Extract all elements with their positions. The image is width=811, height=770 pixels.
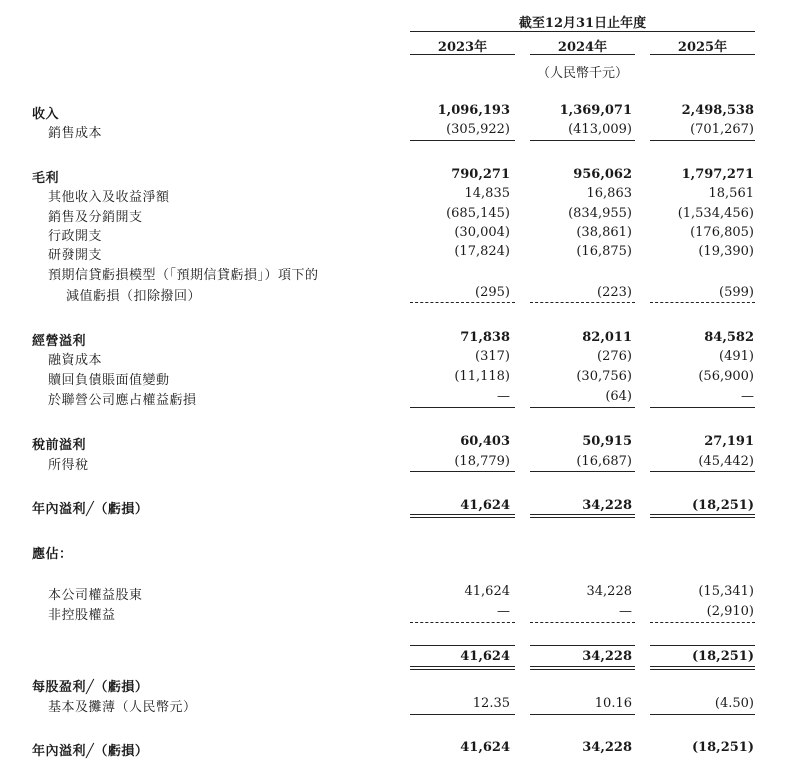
row-label: 收入: [32, 107, 60, 122]
table-row: [0, 225, 811, 245]
value-2024: 82,011: [582, 330, 632, 345]
subtotal-rule: [530, 622, 635, 623]
value-2023: (18,779): [454, 454, 510, 469]
row-label: 年內溢利╱（虧損）: [32, 502, 149, 517]
value-2023: (295): [475, 285, 510, 300]
table-row: [0, 264, 811, 284]
subtotal-rule: [650, 622, 755, 623]
total-double-rule: [410, 666, 515, 670]
table-row: [0, 369, 811, 389]
value-2024: (38,861): [576, 225, 632, 240]
subtotal-rule: [410, 407, 515, 408]
table-row: [0, 167, 811, 187]
subtotal-rule: [650, 140, 755, 141]
row-label: 應佔：: [32, 547, 73, 562]
subtotal-rule: [530, 645, 635, 646]
table-row: [0, 206, 811, 226]
total-double-rule: [530, 666, 635, 670]
subtotal-rule: [530, 714, 635, 715]
value-2023: (11,118): [454, 369, 510, 384]
value-2023: 1,096,193: [437, 103, 510, 118]
table-row: [0, 122, 811, 142]
total-double-rule: [530, 514, 635, 518]
row-label: 稅前溢利: [32, 438, 87, 453]
table-row: [0, 349, 811, 369]
subtotal-rule: [530, 302, 635, 303]
subtotal-rule: [410, 471, 515, 472]
value-2025: (2,910): [706, 604, 754, 619]
value-2024: 1,369,071: [559, 103, 632, 118]
value-2023: 14,835: [464, 186, 510, 201]
year-rule-2024: [530, 54, 635, 55]
value-2025: (18,251): [691, 498, 754, 513]
value-2025: 1,797,271: [681, 167, 754, 182]
table-row: [0, 740, 811, 760]
table-row: [0, 696, 811, 716]
value-2025: (599): [719, 285, 754, 300]
subtotal-rule: [410, 302, 515, 303]
value-2025: (15,341): [698, 584, 754, 599]
value-2025: (19,390): [698, 244, 754, 259]
value-2023: 12.35: [472, 696, 510, 711]
row-label: 其他收入及收益淨額: [48, 190, 170, 205]
subtotal-rule: [530, 471, 635, 472]
row-label: 於聯營公司應占權益虧損: [48, 393, 197, 408]
year-header-2025: 2025年: [677, 40, 728, 55]
value-2024: (16,875): [576, 244, 632, 259]
row-label: 非控股權益: [48, 608, 116, 623]
row-label: 毛利: [32, 171, 60, 186]
row-label: 行政開支: [48, 229, 103, 244]
row-label: 減值虧損（扣除撥回）: [66, 289, 202, 304]
value-2024: (223): [597, 285, 632, 300]
row-label: 贖回負債賬面值變動: [48, 373, 170, 388]
subtotal-rule: [410, 140, 515, 141]
value-2024: 16,863: [586, 186, 632, 201]
value-2024: 34,228: [582, 740, 632, 755]
table-row: [0, 676, 811, 696]
value-2025: 18,561: [708, 186, 754, 201]
subtotal-rule: [650, 471, 755, 472]
value-2023: (317): [475, 349, 510, 364]
row-label: 研發開支: [48, 248, 103, 263]
total-double-rule: [410, 514, 515, 518]
row-label: 本公司權益股東: [48, 588, 143, 603]
subtotal-rule: [410, 622, 515, 623]
value-2023: 41,624: [464, 584, 510, 599]
value-2024: 34,228: [586, 584, 632, 599]
table-row: [0, 103, 811, 123]
value-2023: 41,624: [460, 649, 510, 664]
value-2024: (64): [605, 389, 632, 404]
value-2024: (276): [597, 349, 632, 364]
period-header-rule: [410, 31, 755, 32]
value-2024: 956,062: [573, 167, 632, 182]
value-2023: —: [497, 389, 510, 404]
value-2023: (685,145): [446, 206, 510, 221]
currency-unit: （人民幣千元）: [536, 66, 628, 81]
year-header-2024: 2024年: [557, 40, 608, 55]
table-row: [0, 434, 811, 454]
value-2025: 27,191: [704, 434, 754, 449]
value-2025: —: [741, 389, 754, 404]
subtotal-rule: [650, 645, 755, 646]
value-2024: 50,915: [582, 434, 632, 449]
value-2025: (176,805): [690, 225, 754, 240]
row-label: 融資成本: [48, 353, 103, 368]
table-row: [0, 604, 811, 624]
table-row: [0, 543, 811, 563]
value-2024: —: [619, 604, 632, 619]
row-label: 年內溢利╱（虧損）: [32, 744, 149, 759]
subtotal-rule: [530, 407, 635, 408]
row-label: 銷售成本: [48, 126, 103, 141]
value-2023: (30,004): [454, 225, 510, 240]
row-label: 銷售及分銷開支: [48, 210, 143, 225]
table-row: [0, 330, 811, 350]
value-2025: (18,251): [691, 740, 754, 755]
total-double-rule: [650, 514, 755, 518]
subtotal-rule: [650, 302, 755, 303]
subtotal-rule: [410, 714, 515, 715]
subtotal-rule: [530, 140, 635, 141]
year-header-2023: 2023年: [437, 40, 488, 55]
value-2024: 10.16: [594, 696, 632, 711]
period-header: 截至12月31日止年度: [518, 16, 647, 31]
value-2025: (491): [719, 349, 754, 364]
value-2025: (701,267): [690, 122, 754, 137]
value-2023: 71,838: [460, 330, 510, 345]
value-2024: (413,009): [568, 122, 632, 137]
value-2025: 2,498,538: [681, 103, 754, 118]
row-label: 每股盈利╱（虧損）: [32, 680, 149, 695]
value-2023: (305,922): [446, 122, 510, 137]
table-row: [0, 584, 811, 604]
table-row: [0, 186, 811, 206]
value-2023: 41,624: [460, 740, 510, 755]
total-double-rule: [650, 666, 755, 670]
table-row: [0, 389, 811, 409]
value-2025: (45,442): [698, 454, 754, 469]
value-2025: 84,582: [704, 330, 754, 345]
value-2025: (1,534,456): [677, 206, 754, 221]
row-label: 基本及攤薄（人民幣元）: [48, 700, 197, 715]
value-2025: (56,900): [698, 369, 754, 384]
value-2023: 790,271: [451, 167, 510, 182]
value-2024: (16,687): [576, 454, 632, 469]
year-rule-2023: [410, 54, 515, 55]
row-label: 經營溢利: [32, 334, 87, 349]
value-2023: 60,403: [460, 434, 510, 449]
subtotal-rule: [650, 714, 755, 715]
value-2024: 34,228: [582, 498, 632, 513]
value-2025: (4.50): [714, 696, 754, 711]
row-label: 所得稅: [48, 458, 89, 473]
value-2024: (834,955): [568, 206, 632, 221]
subtotal-rule: [650, 407, 755, 408]
value-2023: 41,624: [460, 498, 510, 513]
row-label: 預期信貸虧損模型（「預期信貸虧損」）項下的: [48, 268, 319, 283]
year-rule-2025: [650, 54, 755, 55]
table-row: [0, 244, 811, 264]
value-2023: (17,824): [454, 244, 510, 259]
value-2024: (30,756): [576, 369, 632, 384]
value-2025: (18,251): [691, 649, 754, 664]
value-2024: 34,228: [582, 649, 632, 664]
value-2023: —: [497, 604, 510, 619]
subtotal-rule: [410, 645, 515, 646]
